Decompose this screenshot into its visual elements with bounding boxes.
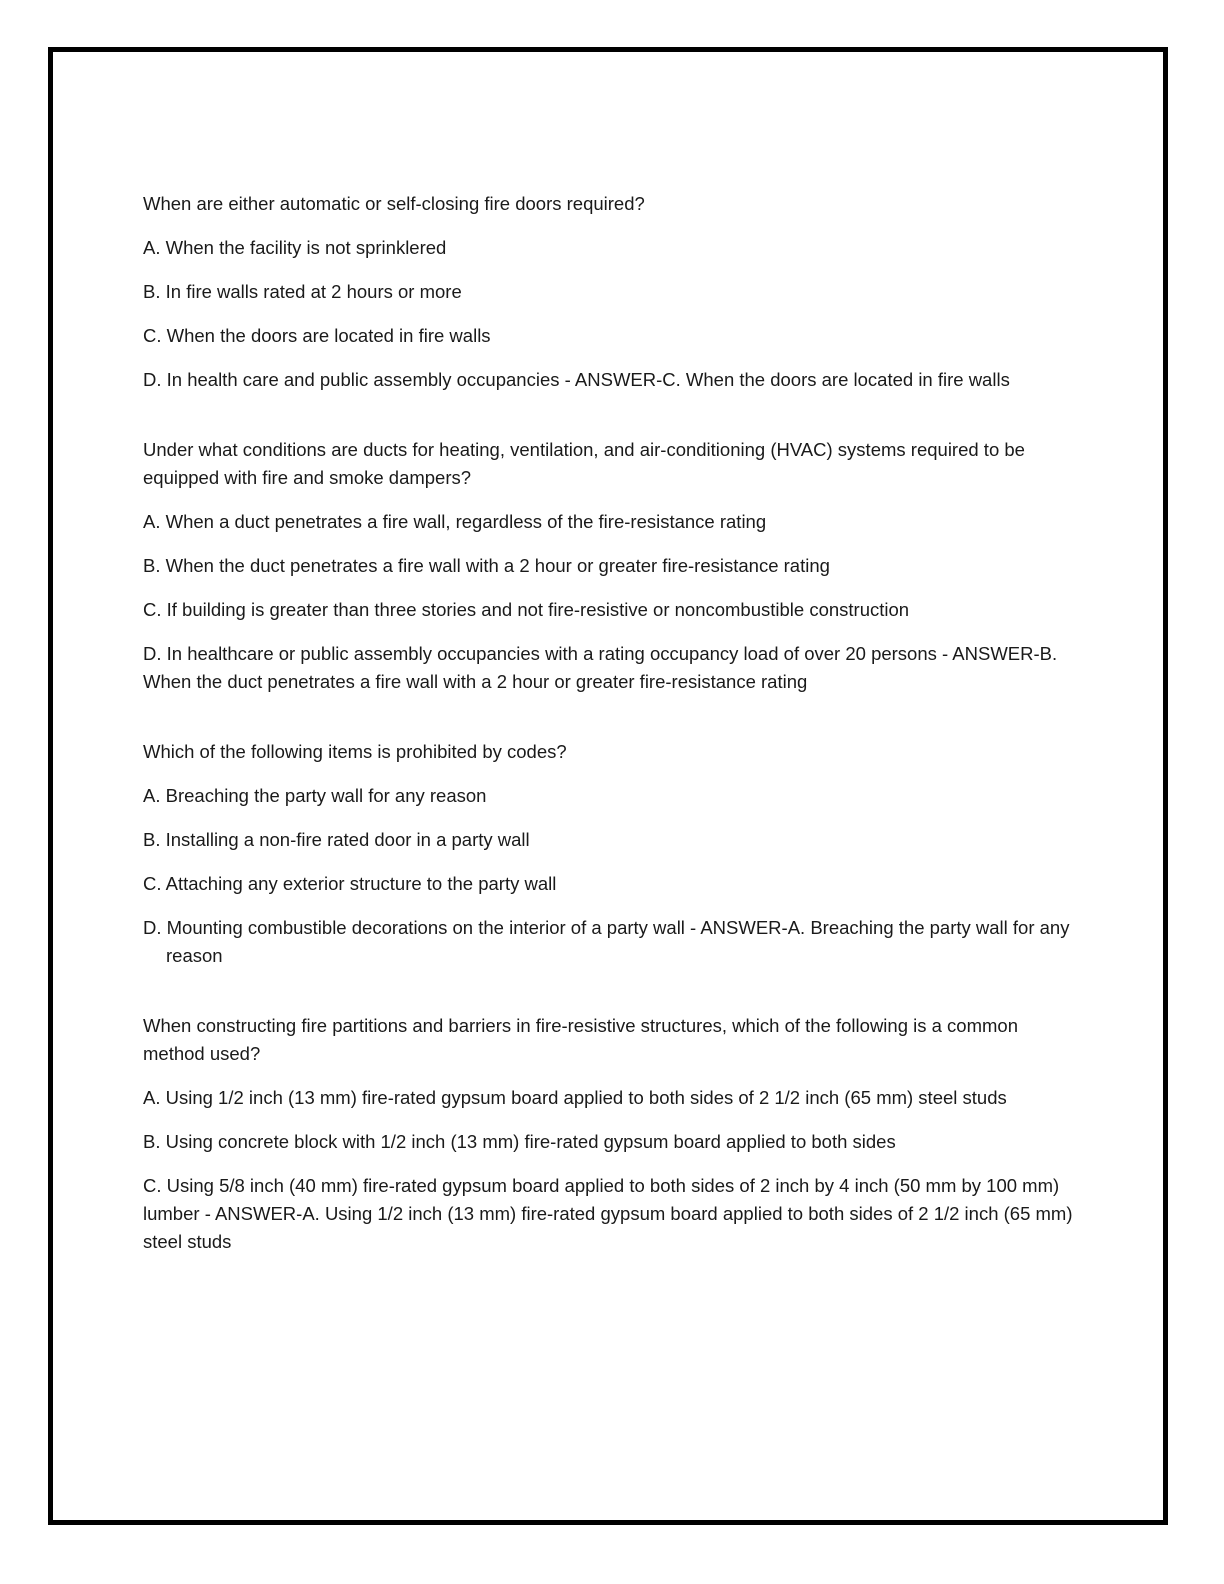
- answer-option-b: B. Using concrete block with 1/2 inch (13 mm) fire-rated gypsum board applied to both sides: [143, 1131, 896, 1152]
- answer-option-c: C. Attaching any exterior structure to the party wall: [143, 873, 557, 894]
- question-prompt: When constructing fire partitions and barriers in fire-resistive structures, which of the following is a common method used?: [143, 1015, 1018, 1064]
- answer-option-c: C. Using 5/8 inch (40 mm) fire-rated gypsum board applied to both sides of 2 inch by 4 inch (50 mm by 100 mm) lumber - ANSWER-A. Using 1/2 inch (13 mm) fire-rated gypsum board applied to both sides of 2 1/2 inch (65 mm) steel studs: [143, 1175, 1073, 1252]
- question-prompt: When are either automatic or self-closing fire doors required?: [143, 193, 645, 214]
- answer-option-b: B. When the duct penetrates a fire wall with a 2 hour or greater fire-resistance rating: [143, 555, 830, 576]
- question-block-4: [143, 1012, 1073, 1256]
- answer-option-c: C. If building is greater than three stories and not fire-resistive or noncombustible construction: [143, 599, 910, 620]
- answer-option-d: D. Mounting combustible decorations on the interior of a party wall - ANSWER-A. Breaching the party wall for any reason: [143, 917, 1070, 966]
- answer-option-b: B. In fire walls rated at 2 hours or more: [143, 281, 462, 302]
- answer-option-d: D. In healthcare or public assembly occupancies with a rating occupancy load of over 20 persons - ANSWER-B. When the duct penetrates a fire wall with a 2 hour or greater fire-resistance rating: [143, 643, 1058, 692]
- question-prompt: Under what conditions are ducts for heating, ventilation, and air-conditioning (HVAC) systems required to be equipped with fire and smoke dampers?: [143, 439, 1025, 488]
- document-body: [143, 190, 1073, 1272]
- answer-option-a: A. When a duct penetrates a fire wall, regardless of the fire-resistance rating: [143, 511, 767, 532]
- question-block-2: [143, 436, 1073, 696]
- answer-option-d: D. In health care and public assembly occupancies - ANSWER-C. When the doors are located in fire walls: [143, 369, 1010, 390]
- answer-option-c: C. When the doors are located in fire walls: [143, 325, 491, 346]
- answer-option-a: A. Using 1/2 inch (13 mm) fire-rated gypsum board applied to both sides of 2 1/2 inch (65 mm) steel studs: [143, 1087, 1007, 1108]
- answer-option-a: A. Breaching the party wall for any reason: [143, 785, 487, 806]
- question-block-1: [143, 190, 1073, 394]
- answer-option-a: A. When the facility is not sprinklered: [143, 237, 447, 258]
- question-block-3: [143, 738, 1073, 970]
- question-prompt: Which of the following items is prohibited by codes?: [143, 741, 567, 762]
- answer-option-b: B. Installing a non-fire rated door in a party wall: [143, 829, 530, 850]
